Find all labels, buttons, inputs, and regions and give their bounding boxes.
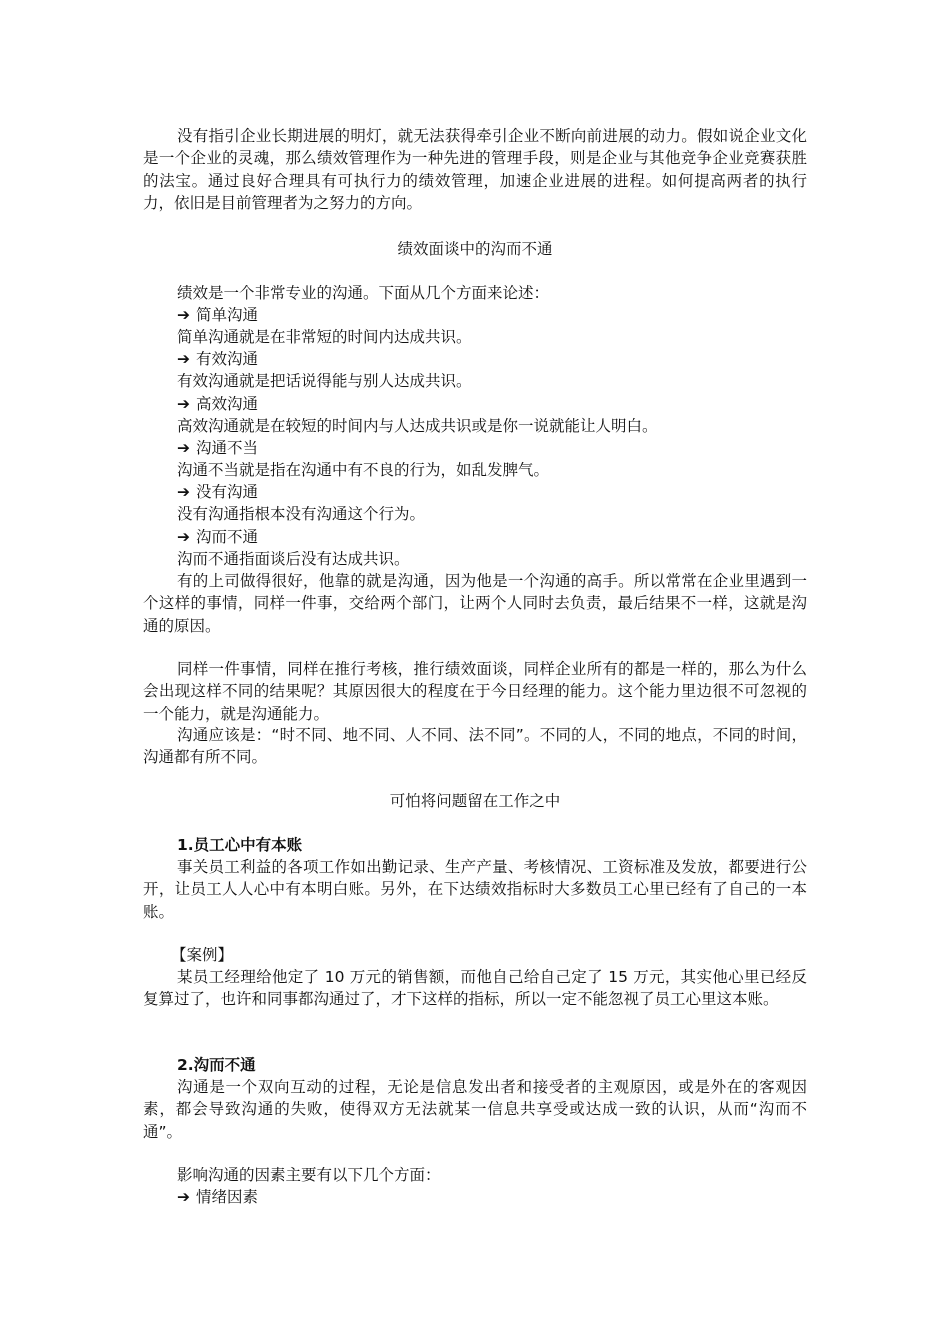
item-text: 简单沟通就是在非常短的时间内达成共识。 xyxy=(177,328,472,346)
arrow-right-icon: ➔ xyxy=(177,395,190,413)
body-paragraph: 有的上司做得很好，他靠的就是沟通，因为他是一个沟通的高手。所以常常在企业里遇到一个这样的事情，同样一件事，交给两个部门，让两个人同时去负责，最后结果不一样，这就是沟通的原因。 xyxy=(143,572,807,635)
item-text: 沟通不当就是指在沟通中有不良的行为，如乱发脾气。 xyxy=(177,461,550,479)
item-text: 没有沟通指根本没有沟通这个行为。 xyxy=(177,505,426,523)
body-paragraph: 同样一件事情，同样在推行考核，推行绩效面谈，同样企业所有的都是一样的，那么为什么会出现这样不同的结果呢？其原因很大的程度在于今日经理的能力。这个能力里边很不可忽视的一个能力，就是沟通能力。 xyxy=(143,660,807,723)
arrow-right-icon: ➔ xyxy=(177,483,190,501)
item-heading: 有效沟通 xyxy=(196,350,259,368)
arrow-right-icon: ➔ xyxy=(177,306,190,324)
list-item-heading xyxy=(177,1186,258,1208)
list-item-heading xyxy=(177,304,258,326)
case-paragraph: 某员工经理给他定了 10 万元的销售额，而他自己给自己定了 15 万元，其实他心里已经反复算过了，也许和同事都沟通过了，才下这样的指标，所以一定不能忽视了员工心里这本账。 xyxy=(143,968,807,1009)
list-item-heading xyxy=(177,348,258,370)
item-heading: 没有沟通 xyxy=(196,483,259,501)
arrow-right-icon: ➔ xyxy=(177,528,190,546)
subheading: 2.沟而不通 xyxy=(177,1056,256,1074)
item-heading: 沟通不当 xyxy=(196,439,259,457)
item-heading: 情绪因素 xyxy=(196,1188,259,1206)
section-title-1: 绩效面谈中的沟而不通 xyxy=(397,240,553,258)
item-text: 高效沟通就是在较短的时间内与人达成共识或是你一说就能让人明白。 xyxy=(177,417,658,435)
item-heading: 简单沟通 xyxy=(196,306,259,324)
body-paragraph: 沟通应该是：“时不同、地不同、人不同、法不同”。不同的人，不同的地点，不同的时间，沟通都有所不同。 xyxy=(143,726,807,767)
list-item-heading xyxy=(177,393,258,415)
item-text: 有效沟通就是把话说得能与别人达成共识。 xyxy=(177,372,472,390)
list-item-heading xyxy=(177,437,258,459)
item-heading: 高效沟通 xyxy=(196,395,259,413)
intro-paragraph: 没有指引企业长期进展的明灯，就无法获得牵引企业不断向前进展的动力。假如说企业文化是一个企业的灵魂，那么绩效管理作为一种先进的管理手段，则是企业与其他竞争企业竞赛获胜的法宝。通过良好合理具有可执行力的绩效管理，加速企业进展的进程。如何提高两者的执行力，依旧是目前管理者为之努力的方向。 xyxy=(143,127,807,212)
section1-lead: 绩效是一个非常专业的沟通。下面从几个方面来论述： xyxy=(177,284,550,302)
arrow-right-icon: ➔ xyxy=(177,350,190,368)
list-item-heading xyxy=(177,526,258,548)
body-line: 影响沟通的因素主要有以下几个方面： xyxy=(177,1166,441,1184)
case-label: 【案例】 xyxy=(171,946,234,964)
item-text: 沟而不通指面谈后没有达成共识。 xyxy=(177,550,410,568)
list-item-heading xyxy=(177,481,258,503)
body-paragraph: 沟通是一个双向互动的过程，无论是信息发出者和接受者的主观原因，或是外在的客观因素，都会导致沟通的失败，使得双方无法就某一信息共享受或达成一致的认识，从而“沟而不通”。 xyxy=(143,1078,807,1141)
body-paragraph: 事关员工利益的各项工作如出勤记录、生产产量、考核情况、工资标准及发放，都要进行公开，让员工人人心中有本明白账。另外，在下达绩效指标时大多数员工心里已经有了自己的一本账。 xyxy=(143,858,807,921)
arrow-right-icon: ➔ xyxy=(177,439,190,457)
subheading: 1.员工心中有本账 xyxy=(177,836,303,854)
section-title-2: 可怕将问题留在工作之中 xyxy=(389,792,561,810)
arrow-right-icon: ➔ xyxy=(177,1188,190,1206)
item-heading: 沟而不通 xyxy=(196,528,259,546)
